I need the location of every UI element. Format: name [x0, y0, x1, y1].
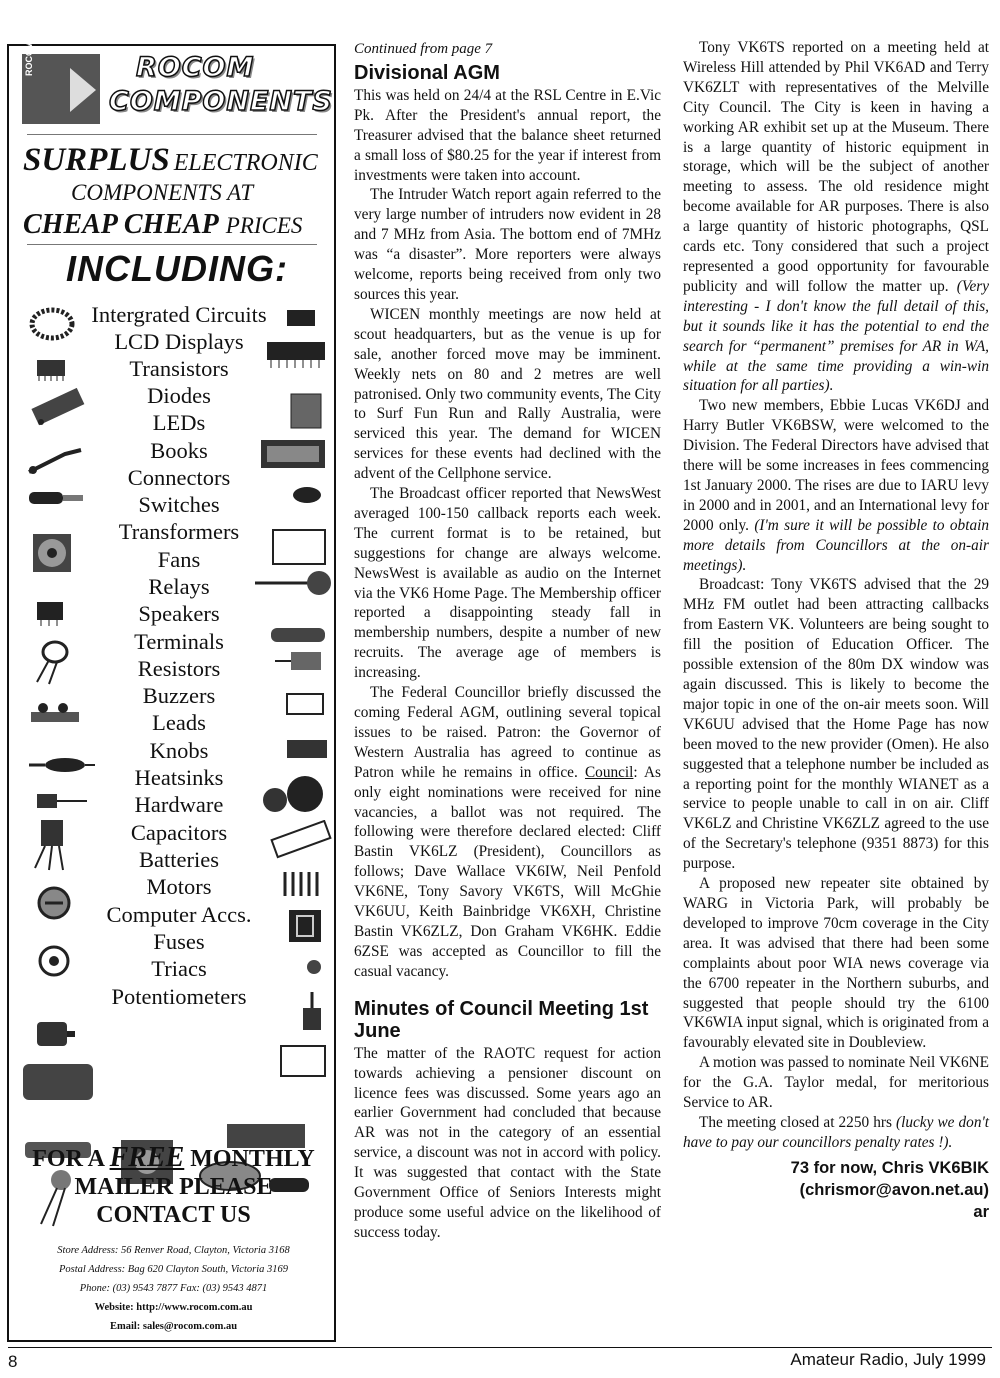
council-label: Council: [584, 763, 634, 781]
cheap-heading: [9, 209, 338, 241]
website-link[interactable]: Website: http://www.rocom.com.au: [94, 1302, 253, 1313]
article-column-1: [354, 40, 661, 1243]
prices-word: PRICES: [225, 213, 303, 238]
paragraph: [683, 38, 989, 396]
fan-icon: [31, 532, 73, 574]
ic-chip-icon: [31, 356, 71, 382]
cta-line-2: MAILER PLEASE: [74, 1174, 273, 1200]
list-item: Capacitors: [130, 820, 228, 845]
brand-line-2: COMPONENTS: [109, 86, 333, 117]
capacitor-icon: [29, 638, 69, 688]
list-item: LEDs: [152, 410, 206, 435]
heatsink-icon: [279, 866, 329, 902]
section-heading: Minutes of Council Meeting 1st June: [354, 997, 649, 1042]
logo-text: ROCOM: [24, 41, 34, 76]
battery-holder-icon: [267, 520, 331, 570]
lcd-display-icon: [257, 436, 329, 472]
list-item: Computer Accs.: [106, 902, 252, 927]
editor-comment: (lucky we don't have to pay our councillors penalty rates !).: [683, 1113, 989, 1151]
email-link[interactable]: Email: sales@rocom.com.au: [109, 1321, 238, 1332]
inductor-coil-icon: [27, 304, 77, 344]
fuse-holder-icon: [33, 788, 89, 814]
list-item: Speakers: [138, 601, 220, 626]
list-item: Batteries: [139, 847, 219, 872]
regulator-icon: [29, 816, 73, 872]
rocom-logo: [22, 41, 100, 124]
list-item: Books: [150, 438, 208, 463]
dip-ic-icon: [261, 336, 331, 372]
cta-line-1: [9, 1144, 338, 1173]
including-heading: INCLUDING:: [66, 248, 288, 289]
magazine-issue: Amateur Radio, July 1999: [790, 1350, 986, 1369]
phone-fax: Phone: (03) 9543 7877 Fax: (03) 9543 4871: [79, 1283, 268, 1294]
paragraph-text: Two new members, Ebbie Lucas VK6DJ and Harry Butler VK6BSW, were welcomed to the Division. The Federal Directors have advised that there will be some increases in fees commencing 1st January 2000. The rises are due to IARU levy in 2000 and in 2001, and an International levy for 2000 only.: [683, 397, 989, 534]
cta-free: FREE: [109, 1142, 185, 1173]
paragraph: The Broadcast officer reported that NewsWest averaged 100-150 callback reports each week. The current format is to be retained, but suggestions for change are always welcome. NewsWest is available as audio on the Internet via the VK6 Home Page. The Membership officer reported a disappointing steady fall in membership numbers, despite a number of new recruits. The average age of members is increasing.: [354, 485, 661, 682]
electrolytic-capacitor-icon: [21, 1058, 95, 1106]
list-item: Connectors: [127, 465, 231, 490]
cta-post: MONTHLY: [190, 1146, 315, 1172]
banana-plug-lead-icon: [25, 752, 97, 778]
list-item: Terminals: [134, 629, 224, 654]
ribbon-cable-icon: [267, 820, 333, 860]
page-number: 8: [8, 1352, 18, 1371]
seven-segment-icon: [285, 906, 325, 946]
inline-fuse-icon: [265, 622, 331, 648]
signature-ar: ar: [973, 1202, 989, 1221]
paragraph-text: : As only eight nominations were received for nine vacancies, a ballot was not required. The following were therefore declared elected: Cliff Bastin VK6LZ (President), Councillors as follows; Dave Wallace VK6IW, Neil Penfold VK6NE, Tony Savory VK6TS, Will McGhie VK6UU, Keith Bainbridge VK6XH, Christine Bastin VK6ZLZ, Don Graham VK6HK. Eddie 6ZSE was accepted as Councillor to fill the casual vacancy.: [354, 763, 662, 980]
paragraph-text: The Federal Councillor briefly discussed the coming Federal AGM, outlining several topical issues to be raised. Patron: the Governor of Western Australia has agreed to continue as Patron while he remains in office.: [354, 684, 661, 781]
potentiometer-icon: [33, 940, 75, 982]
rocom-advertisement: [7, 41, 336, 1342]
list-item: Relays: [148, 574, 210, 599]
electronic-word: ELECTRONIC: [173, 150, 318, 176]
brand-line-1: ROCOM: [136, 52, 255, 83]
ad-divider: [27, 244, 317, 245]
surplus-heading: [9, 142, 338, 179]
push-switch-icon: [281, 732, 333, 766]
buzzer-icon: [287, 484, 327, 506]
postal-address: Postal Address: Bag 620 Clayton South, Victoria 3169: [58, 1264, 289, 1275]
list-item: Switches: [138, 492, 220, 517]
paragraph-text: Tony VK6TS reported on a meeting held at Wireless Hill attended by Phil VK6AD and Terry VK6ZLT with representatives of the Melville City Council. The City is keen in having a working AR exhibit set up at the Museum. There is a large quantity of historic equipment in storage, which will be the subject of another meeting to assess. The old residence might become available for AR purposes. There is also a large quantity of historic photographs, QSL cards etc. Tony considered that such a project represented a good opportunity for favourable publicity and will follow the matter up.: [683, 39, 989, 295]
list-item: Fuses: [153, 929, 205, 954]
list-item: Hardware: [134, 792, 224, 817]
cheap-word: CHEAP CHEAP: [23, 209, 219, 240]
small-motor-icon: [33, 1014, 77, 1054]
chip-socket-icon: [281, 304, 321, 334]
components-at: COMPONENTS AT: [71, 180, 254, 205]
list-item: Knobs: [149, 738, 209, 763]
section-heading: Divisional AGM: [354, 61, 500, 84]
paragraph: The Intruder Watch report again referred to the very large number of intruders now evident in 28 and 7 MHz from Asia. The bottom end of 7MHz was “a disaster”. More reporters were always welcome, reports being received from only two sources this year.: [354, 186, 661, 303]
store-address: Store Address: 56 Renver Road, Clayton, Victoria 3168: [57, 1245, 290, 1256]
transistor-array-icon: [27, 384, 91, 434]
list-item: Fans: [157, 547, 201, 572]
terminal-strip-icon: [27, 696, 83, 736]
plug-connector-icon: [25, 486, 89, 510]
cta-pre: FOR A: [32, 1146, 104, 1172]
enclosure-box-icon: [273, 1032, 333, 1092]
list-item: Leads: [152, 710, 206, 735]
signature-email: (chrismor@avon.net.au): [799, 1180, 989, 1199]
article-column-2: [683, 38, 989, 1223]
clip-connector-icon: [281, 686, 331, 722]
footer-divider: [8, 1347, 992, 1348]
mailer-call-to-action: [9, 1144, 338, 1229]
paragraph: [683, 396, 989, 575]
logo-arrow-icon: [70, 68, 96, 112]
paragraph: Broadcast: Tony VK6TS advised that the 29 MHz FM outlet had been attracting callbacks from Eastern VK. Volunteers are being sought to fill the position of Education Officer. The possible extension of the 80m DX window was again discussed. This is likely to become the major topic in one of the on-air meets soon. Will VK6UU advised that the Home Page has now been moved to the new provider (Omen). He also suggested that a telephone number be included as a reporting point for the monthly WIANET as a service to people unable to call in on air. Cliff VK6LZ and Christine VK6ZLZ agreed to the use of the Secretary's telephone (9351 8873) for this purpose.: [683, 576, 989, 873]
ad-divider: [27, 134, 317, 135]
list-item: Heatsinks: [134, 765, 224, 790]
list-item: Diodes: [147, 383, 211, 408]
list-item: Transformers: [118, 519, 240, 544]
paragraph: A proposed new repeater site obtained by WARG in Victoria Park, will probably be developed to improve 70cm coverage in the City area. It was advised that there had been some complaints about poor WIA news coverage via the 6700 repeater in the Northern suburbs, and suggested that people should try the 6100 VK6WIA input signal, which is originated from a favourably elevated site in Doubleview.: [683, 875, 989, 1052]
knob-icon: [261, 764, 325, 824]
paragraph: The matter of the RAOTC request for action towards achieving a pensioner discount on licence fees was discussed. Some years ago an earlier Government had concluded that because AR was not in the category of an essential service, a discount was not in accord with policy. It was suggested that contact with the State Government Office of Seniors Interests might produce some useful advice on the likelihood of success today.: [354, 1044, 661, 1241]
rotary-pot-icon: [251, 568, 335, 598]
relay-icon: [31, 596, 69, 628]
socket-connector-icon: [281, 386, 331, 436]
list-item: Transistors: [129, 356, 229, 381]
list-item: LCD Displays: [114, 329, 244, 354]
paragraph: A motion was passed to nominate Neil VK6NE for the G.A. Taylor medal, for meritorious Service to AR.: [683, 1054, 989, 1112]
list-item: Potentiometers: [111, 984, 247, 1009]
axial-capacitor-icon: [271, 648, 331, 674]
signature-line: 73 for now, Chris VK6BIK: [790, 1158, 989, 1177]
list-item: Intergrated Circuits: [91, 302, 267, 327]
surplus-word: SURPLUS: [23, 142, 170, 178]
toggle-switch-icon: [297, 990, 327, 1034]
paragraph-text: The meeting closed at 2250 hrs: [699, 1113, 892, 1131]
paragraph: [683, 1113, 989, 1153]
list-item: Triacs: [151, 956, 207, 981]
editor-comment: (Very interesting - I don't know the full detail of this, but it sounds like it has the potential to end the search for “permanent” premises for AR in WA, while at the same time providing a win-win situation for all parties).: [683, 277, 989, 395]
list-item: Motors: [146, 874, 212, 899]
crystal-icon: [301, 956, 327, 978]
list-item: Resistors: [137, 656, 221, 681]
cta-line-3: CONTACT US: [96, 1202, 251, 1228]
trimpot-icon: [33, 882, 75, 924]
list-item: Buzzers: [142, 683, 216, 708]
contact-details: [9, 1241, 338, 1336]
paragraph: WICEN monthly meetings are now held at scout headquarters, but as the venue is up for sale, another forced move may be imminent. Weekly nets on 80 and 2 metres are well patronised. Only two community events, The City to Surf Fun Run and Rally Australia, were serviced this year. The demand for WICEN services for these events had declined with the advent of the Cellphone service.: [354, 305, 661, 483]
test-lead-icon: [25, 446, 85, 476]
continued-note: Continued from page 7: [354, 41, 493, 57]
paragraph: [354, 683, 661, 982]
paragraph: This was held on 24/4 at the RSL Centre in E.Vic Pk. After the President's annual report, the Treasurer advised that the balance sheet returned a small loss of $80.25 for the year if interest from investments were taken into account.: [354, 86, 661, 184]
editor-comment: (I'm sure it will be possible to obtain more details from Councillors at the on-air meetings).: [683, 516, 989, 574]
